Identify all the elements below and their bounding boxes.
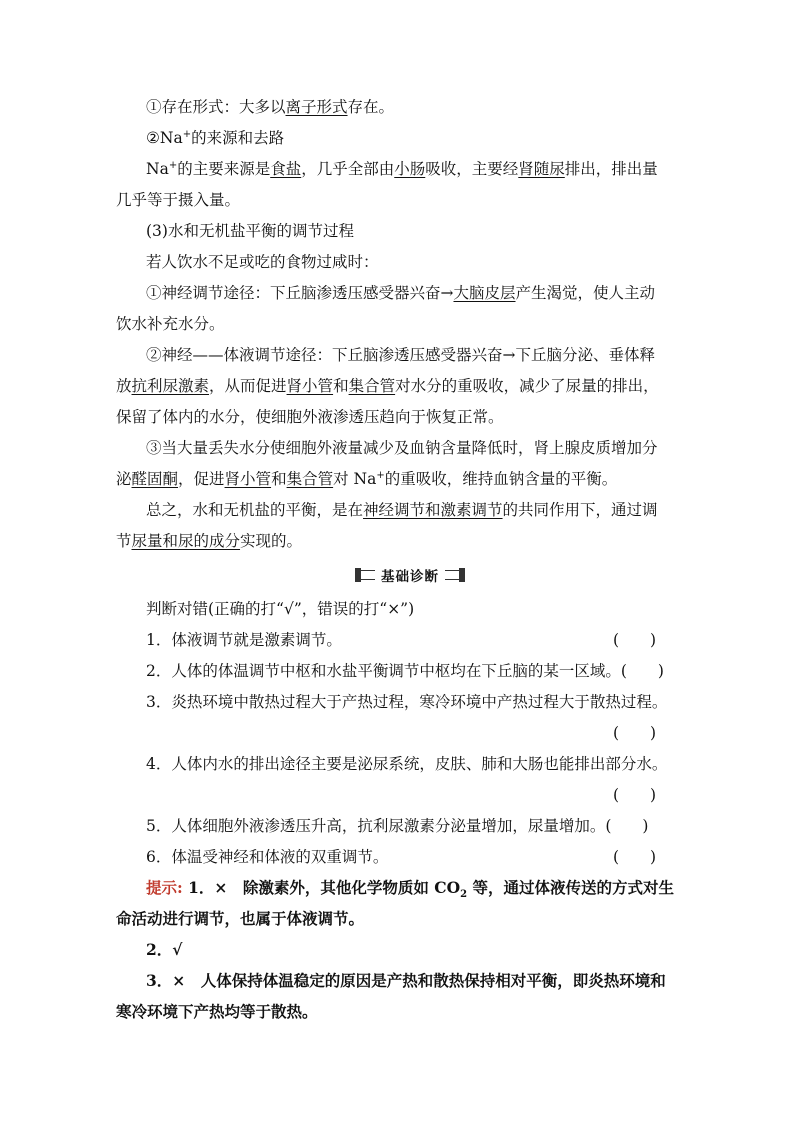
hint-line: 命活动进行调节，也属于体液调节。 xyxy=(116,909,365,928)
section-banner xyxy=(355,566,465,584)
quiz-item: 1．体液调节就是激素调节。 xyxy=(146,631,342,649)
text-line: 若人饮水不足或吃的食物过咸时： xyxy=(146,253,379,271)
quiz-item: 6．体温受神经和体液的双重调节。 xyxy=(146,848,389,866)
quiz-item: 3．炎热环境中散热过程大于产热过程，寒冷环境中产热过程大于散热过程。 xyxy=(146,693,668,711)
quiz-item: 5．人体细胞外液渗透压升高，抗利尿激素分泌量增加，尿量增加。( ) xyxy=(146,817,649,835)
answer-blank: ( ) xyxy=(613,631,657,649)
hint-line: 2．√ xyxy=(146,940,183,959)
quiz-intro: 判断对错(正确的打“√”，错误的打“×”) xyxy=(146,600,415,618)
text-line: 节尿量和尿的成分实现的。 xyxy=(116,532,303,550)
quiz-item: 4．人体内水的排出途径主要是泌尿系统，皮肤、肺和大肠也能排出部分水。 xyxy=(146,755,668,773)
answer-blank: ( ) xyxy=(613,848,657,866)
answer-blank: ( ) xyxy=(613,724,657,742)
text-line: 保留了体内的水分，使细胞外液渗透压趋向于恢复正常。 xyxy=(116,408,504,426)
quiz-item: 2．人体的体温调节中枢和水盐平衡调节中枢均在下丘脑的某一区域。( ) xyxy=(146,662,664,680)
hint-line: 提示: 1．× 除激素外，其他化学物质如 $CO_2$ 等，通过体液传送的方式对生 xyxy=(146,878,675,901)
text-line: 几乎等于摄入量。 xyxy=(116,191,241,209)
answer-blank: ( ) xyxy=(613,786,657,804)
text-line: ②神经——体液调节途径：下丘脑渗透压感受器兴奋→下丘脑分泌、垂体释 xyxy=(146,346,655,364)
text-line: 饮水补充水分。 xyxy=(116,315,225,333)
text-line: ①神经调节途径：下丘脑渗透压感受器兴奋→大脑皮层产生渴觉，使人主动 xyxy=(146,284,656,302)
text-line: ①存在形式：大多以离子形式存在。 xyxy=(146,98,395,116)
text-line: 总之，水和无机盐的平衡，是在神经调节和激素调节的共同作用下，通过调 xyxy=(146,501,658,519)
text-line: 泌醛固酮，促进肾小管和集合管对 Na+的重吸收，维持血钠含量的平衡。 xyxy=(116,469,618,488)
hint-line: 寒冷环境下产热均等于散热。 xyxy=(116,1002,318,1021)
text-line: Na+的主要来源是食盐，几乎全部由小肠吸收，主要经肾随尿排出，排出量 xyxy=(146,159,658,178)
hint-line: 3．× 人体保持体温稳定的原因是产热和散热保持相对平衡，即炎热环境和 xyxy=(146,971,666,990)
section-heading: (3)水和无机盐平衡的调节过程 xyxy=(146,222,354,240)
text-line: 放抗利尿激素，从而促进肾小管和集合管对水分的重吸收，减少了尿量的排出， xyxy=(116,377,659,395)
text-line: ②Na+的来源和去路 xyxy=(146,128,285,147)
banner-label: 基础诊断 xyxy=(375,565,445,585)
banner-cap-left xyxy=(355,568,361,582)
banner-cap-right xyxy=(459,568,465,582)
hint-label: 提示: xyxy=(146,878,183,897)
text-line: ③当大量丢失水分使细胞外液量减少及血钠含量降低时，肾上腺皮质增加分 xyxy=(146,439,658,457)
